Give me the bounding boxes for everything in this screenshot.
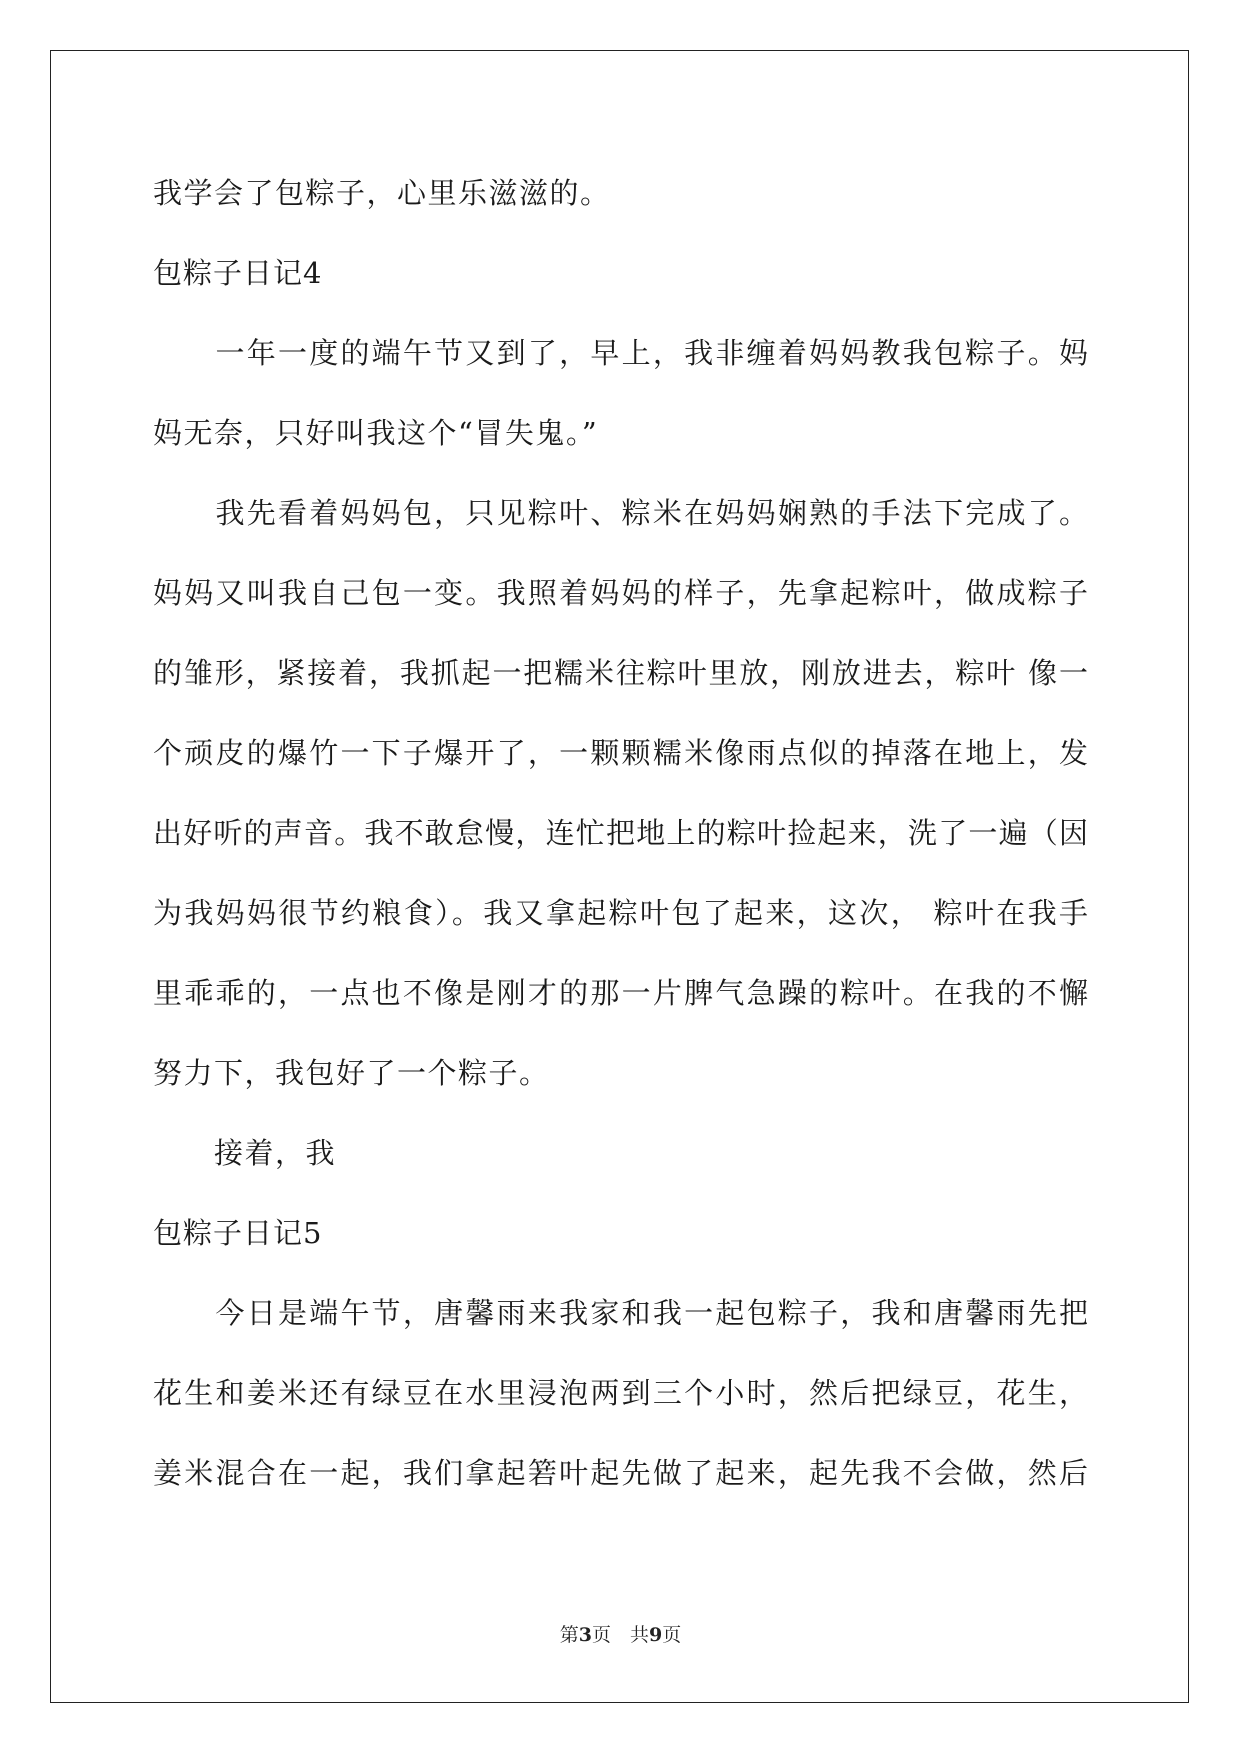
text-line: 姜米混合在一起，我们拿起箬叶起先做了起来，起先我不会做，然后 — [153, 1456, 1088, 1490]
total-page-count: 9 — [649, 1624, 663, 1646]
text-line: 努力下，我包好了一个粽子。 — [153, 1056, 550, 1090]
footer-prefix: 第 — [559, 1624, 579, 1646]
text-line: 今日是端午节，唐馨雨来我家和我一起包粽子，我和唐馨雨先把 — [153, 1296, 1088, 1330]
text-line: 个顽皮的爆竹一下子爆开了，一颗颗糯米像雨点似的掉落在地上，发 — [153, 736, 1088, 770]
section-heading: 包粽子日记4 — [153, 256, 323, 290]
text-line: 接着，我 — [153, 1136, 337, 1170]
text-line: 出好听的声音。我不敢怠慢，连忙把地上的粽叶捡起来，洗了一遍（因 — [153, 816, 1088, 850]
text-line: 我先看着妈妈包，只见粽叶、粽米在妈妈娴熟的手法下完成了。 — [153, 496, 1088, 530]
section-heading: 包粽子日记5 — [153, 1216, 323, 1250]
text-line: 为我妈妈很节约粮食）。我又拿起粽叶包了起来，这次， 粽叶在我手 — [153, 896, 1088, 930]
footer-mid: 页 共 — [591, 1624, 649, 1646]
text-line: 妈无奈，只好叫我这个“冒失鬼。” — [153, 416, 599, 450]
footer-suffix: 页 — [662, 1624, 682, 1646]
text-line: 一年一度的端午节又到了，早上，我非缠着妈妈教我包粽子。妈 — [153, 336, 1088, 370]
text-line: 花生和姜米还有绿豆在水里浸泡两到三个小时，然后把绿豆，花生， — [153, 1376, 1088, 1410]
text-line: 我学会了包粽子，心里乐滋滋的。 — [153, 176, 611, 210]
page-footer — [0, 1623, 1241, 1647]
current-page-number: 3 — [578, 1624, 592, 1646]
text-line: 的雏形，紧接着，我抓起一把糯米往粽叶里放，刚放进去，粽叶 像一 — [153, 656, 1088, 690]
text-line: 妈妈又叫我自己包一变。我照着妈妈的样子，先拿起粽叶，做成粽子 — [153, 576, 1088, 610]
text-line: 里乖乖的，一点也不像是刚才的那一片脾气急躁的粽叶。在我的不懈 — [153, 976, 1088, 1010]
